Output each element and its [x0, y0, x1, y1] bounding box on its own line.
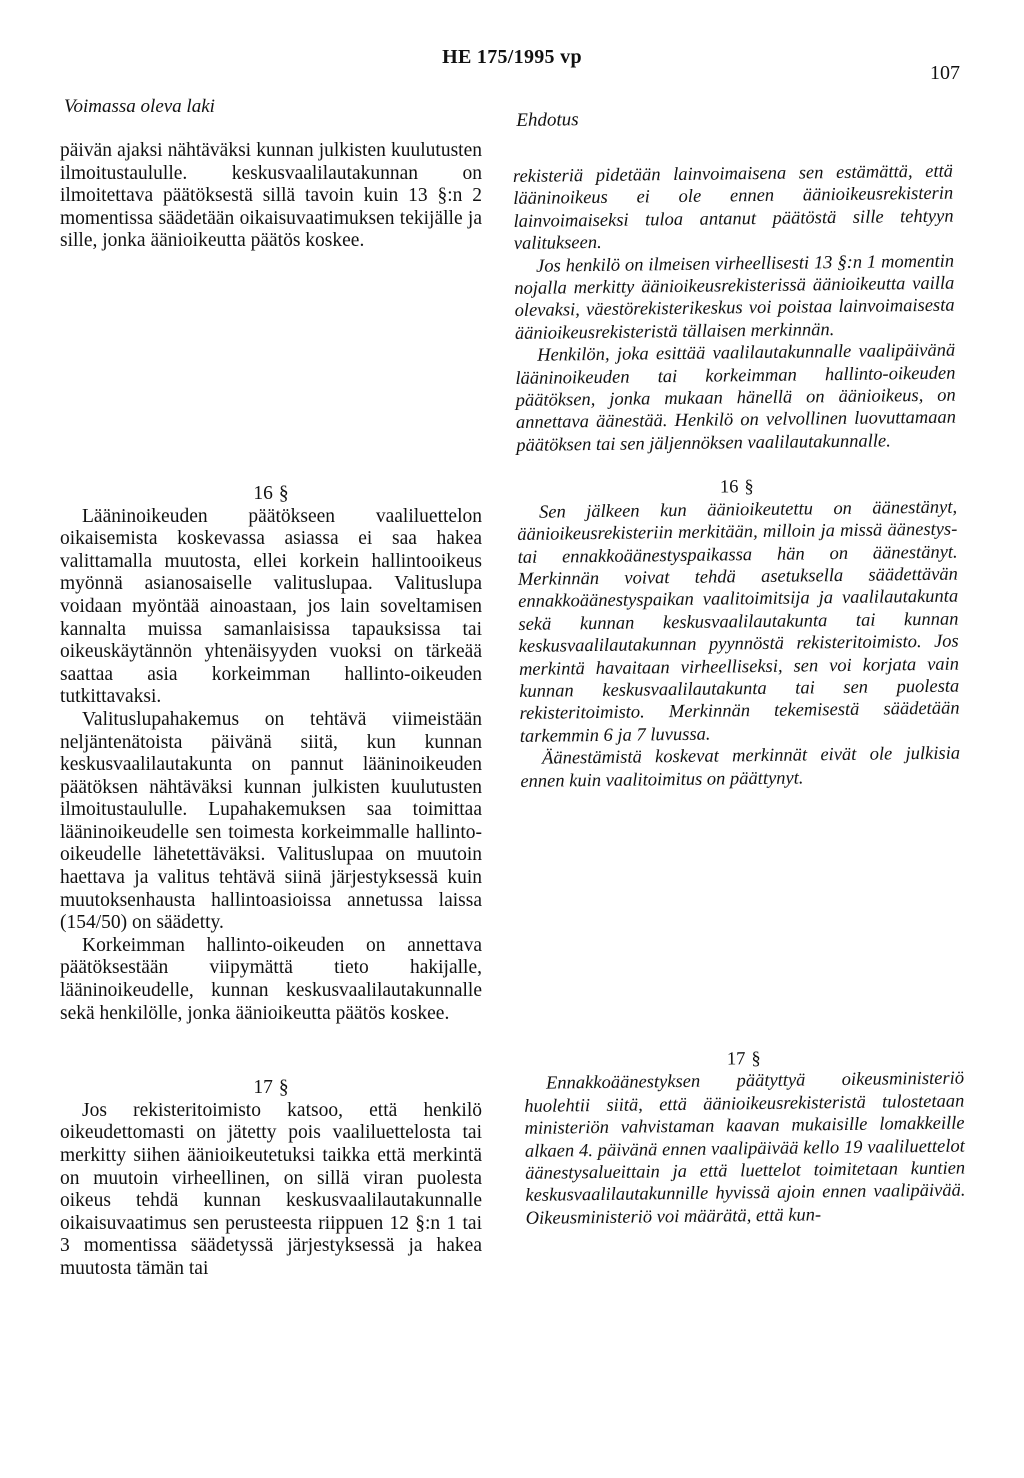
proposal-intro-paragraph-2: Jos henkilö on ilmeisen virheellisesti 13 §:n 1 momentin nojalla merkitty äänioikeusrekisterissä äänioikeutta vailla olevaksi, väestörekisterikeskus voi poistaa lainvoimaisesta äänioikeusrekisteristä tällaisen merkinnän.: [514, 251, 955, 344]
section-17-paragraph-1-current: Jos rekisteritoimisto katsoo, että henkilö oikeudettomasti on jätetty pois vaaliluettelosta tai merkitty siihen äänioikeutetuksi taikka että merkintä on muutoin virheellinen, on sillä viran puolesta oikeus tehdä kunnan keskusvaalilautakunnalle oikaisuvaatimus sen perusteesta riippuen 12 §:n 1 tai 3 momentissa säädetyssä järjestyksessä ja hakea muutosta tämän tai: [60, 1099, 482, 1279]
section-gap: [60, 1025, 482, 1077]
proposal-column: [512, 91, 969, 1458]
document-id: HE 175/1995 vp: [442, 46, 582, 68]
section-number: 16: [719, 477, 739, 498]
current-law-heading: Voimassa oleva laki: [64, 96, 215, 117]
section-16-paragraph-1-current: Lääninoikeuden päätökseen vaaliluettelon oikaisemista koskevassa asiassa ei saa hakea valittamalla muutosta, ellei korkein hallintooikeus myönnä asianosaiselle valituslupaa. Valituslupa voidaan myöntää ainoastaan, jos lain soveltamisen kannalta muissa samanlaisissa tapauksissa tai oikeuskäytännön yhtenäisyyden vuoksi on tärkeää saattaa asia korkeimman hallinto-oikeuden tutkittavaksi.: [60, 505, 482, 708]
page-number: 107: [930, 62, 960, 84]
section-sign: §: [744, 477, 754, 498]
section-sign: §: [278, 1077, 289, 1099]
section-number: 17: [253, 1077, 273, 1099]
section-16-paragraph-2-proposal: Äänestämistä koskevat merkinnät eivät ole julkisia ennen kuin vaalitoimitus on päättynyt.: [520, 743, 961, 792]
section-16-paragraph-1-proposal: Sen jälkeen kun äänioikeutettu on äänestänyt, äänioikeusrekisteriin merkitään, milloin ja missä äänestys- tai ennakkoäänestyspaikassa hän on äänestänyt. Merkinnän voivat tehdä asetuksella säädettävän ennakkoäänestyspaikan vaalitoimitsija ja vaalilautakunta sekä kunnan keskusvaalilautakunta tai kunnan keskusvaalilautakunnan pyynnöstä rekisteritoimisto. Jos merkintä havaitaan virheelliseksi, sen voi korjata vain kunnan keskusvaalilautakunta tai sen puolesta rekisteritoimisto. Merkinnän tekemisestä säädetään tarkemmin 6 ja 7 luvussa.: [517, 497, 960, 747]
current-law-column: [60, 96, 482, 1458]
section-16-title-current: [60, 483, 482, 506]
page-header: [0, 46, 1024, 86]
section-gap: [521, 788, 964, 1051]
section-17-title-current: [60, 1077, 482, 1100]
section-sign: §: [751, 1049, 761, 1070]
section-16-paragraph-3-current: Korkeimman hallinto-oikeuden on annettava päätöksestään viipymättä tieto hakijalle, lääninoikeudelle, kunnan keskusvaalilautakunnalle sekä henkilölle, jonka äänioikeutta päätös koskee.: [60, 934, 482, 1024]
current-law-intro-paragraph: päivän ajaksi nähtäväksi kunnan julkisten kuulutusten ilmoitustaululle. keskusvaalilautakunnan on ilmoitettava päätöksestä sillä tavoin kuin 13 §:n 2 momentissa säädetään oikaisuvaatimuksen tekijälle ja sille, jonka äänioikeutta päätös koskee.: [60, 140, 482, 252]
proposal-heading: Ehdotus: [516, 109, 579, 131]
section-17-paragraph-1-proposal: Ennakkoäänestyksen päätyttyä oikeusministeriö huolehtii siitä, että äänioikeusrekisteristä tulostetaan ministeriön vahvistaman kaavan mukaisille lomakkeille alkaen 4. päivänä ennen vaalipäivää kello 19 vaaliluettelot äänestysalueittain ja että luettelot toimitetaan kuntien keskusvaalilautakunnille hyvissä ajoin ennen vaalipäivää. Oikeusministeriö voi määrätä, että kun-: [524, 1068, 966, 1229]
section-number: 16: [253, 482, 273, 504]
section-16-paragraph-2-current: Valituslupahakemus on tehtävä viimeistään neljäntenätoista päivänä siitä, kun kunnan keskusvaalilautakunta on pannut lääninoikeuden päätöksen nähtäväksi kunnan julkisten kuulutusten ilmoitustaululle. Lupahakemuksen saa toimittaa lääninoikeudelle sen toimesta korkeimmalle hallinto-oikeudelle lähetettäväksi. Valituslupaa on muutoin haettava ja valitus tehtävä siinä järjestyksessä kuin muutoksenhausta hallintoasioissa annetussa laissa (154/50) on säädetty.: [60, 708, 482, 934]
column-gap: [60, 253, 482, 483]
section-number: 17: [726, 1049, 746, 1070]
section-sign: §: [278, 482, 289, 504]
proposal-intro-paragraph-1: rekisteriä pidetään lainvoimaisena sen estämättä, että lääninoikeus ei ole ennen äänioikeusrekisterin lainvoimaiseksi tuloa antanut päätöstä sille tehtyyn valitukseen.: [512, 161, 954, 255]
proposal-intro-paragraph-3: Henkilön, joka esittää vaalilautakunnalle vaalipäivänä lääninoikeuden tai korkeimman hallinto-oikeuden päätöksen, jonka mukaan hänellä on äänioikeus, on annettava äänestää. Henkilö on velvollinen luovuttamaan päätöksen tai sen jäljennöksen vaalilautakunnalle.: [515, 340, 957, 456]
